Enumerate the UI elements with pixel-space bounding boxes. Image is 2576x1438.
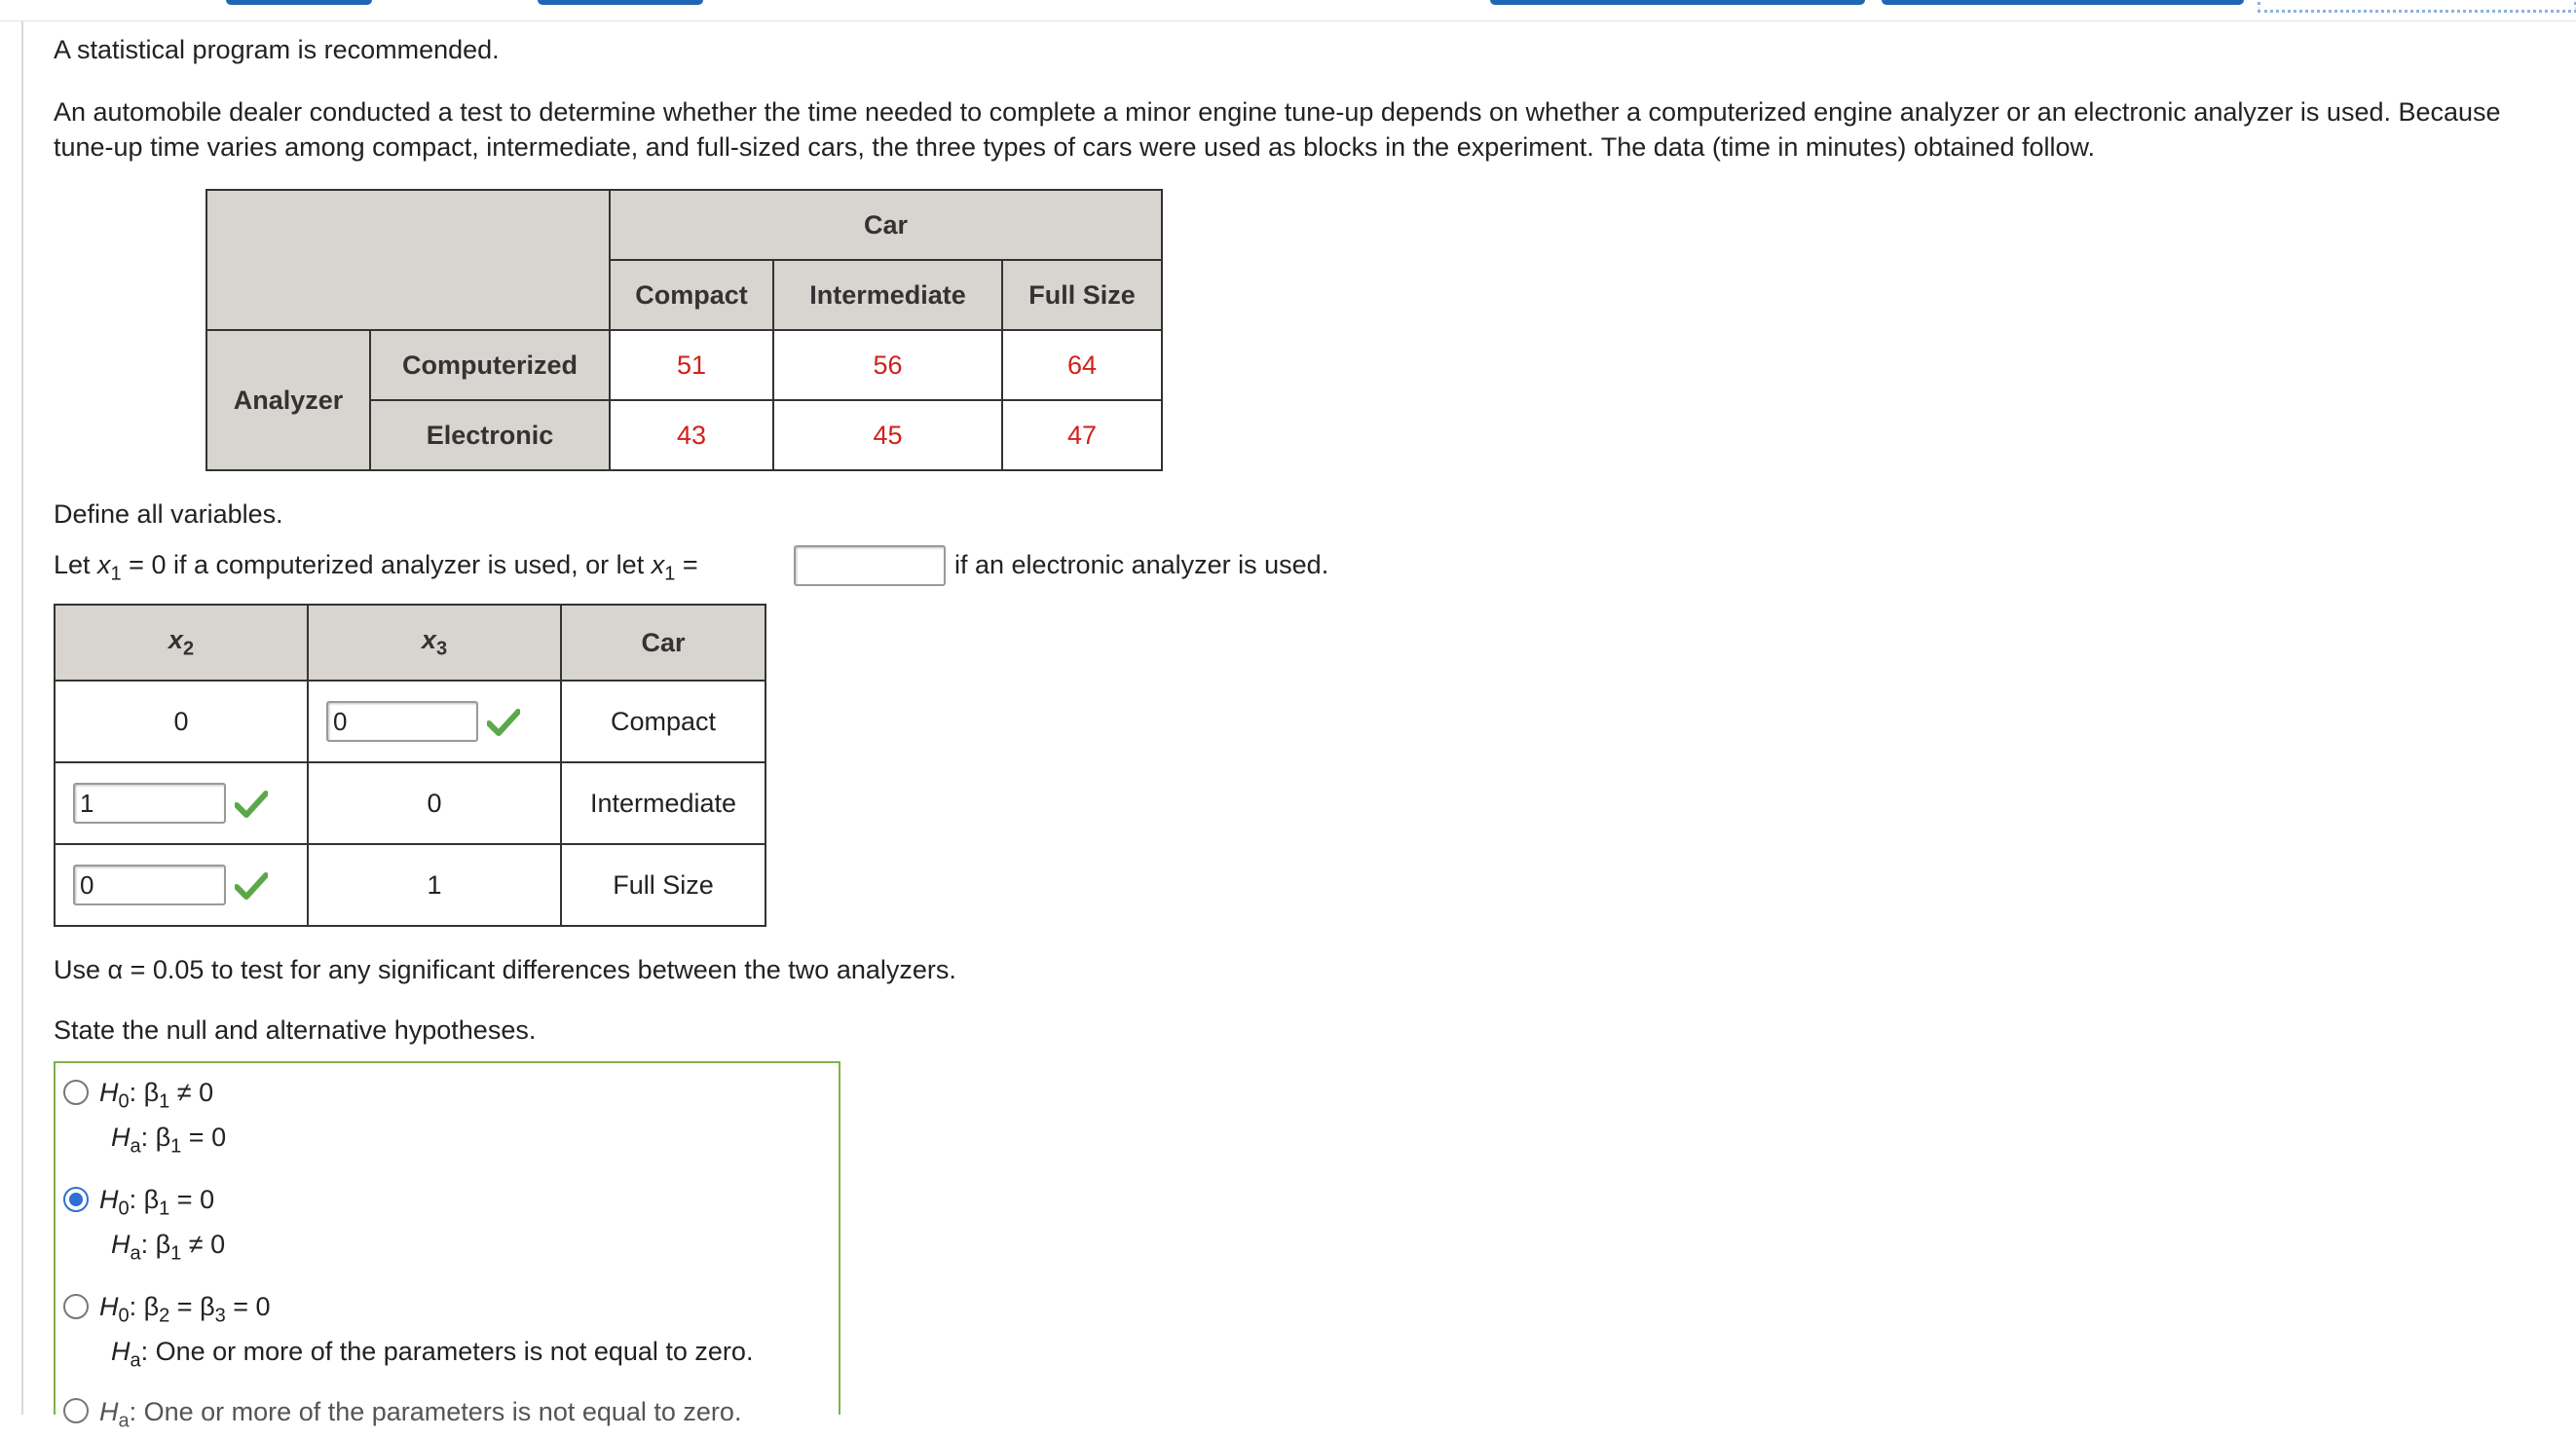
option-1-radio[interactable] bbox=[63, 1080, 89, 1105]
value-cell: 47 bbox=[1002, 400, 1162, 470]
top-toolbar-divider bbox=[0, 20, 2576, 21]
x3-subscript: 3 bbox=[435, 638, 448, 660]
row-label-computerized: Computerized bbox=[370, 330, 610, 400]
x3-cell: 0 bbox=[308, 762, 561, 844]
x2-variable: x bbox=[168, 624, 183, 654]
option-4-radio[interactable] bbox=[63, 1398, 89, 1423]
intro-text: A statistical program is recommended. bbox=[54, 35, 500, 64]
check-icon bbox=[487, 708, 520, 737]
value-cell: 56 bbox=[773, 330, 1002, 400]
value-cell: 51 bbox=[610, 330, 773, 400]
x2-subscript: 2 bbox=[182, 638, 195, 660]
ha-rest: = 0 bbox=[181, 1123, 227, 1152]
toolbar-button-4[interactable] bbox=[1882, 0, 2244, 5]
hypothesis-choices bbox=[54, 1061, 840, 1432]
value-cell: 45 bbox=[773, 400, 1002, 470]
let-middle: = 0 if a computerized analyzer is used, or let bbox=[121, 550, 652, 579]
problem-paragraph: An automobile dealer conducted a test to determine whether the time needed to complete a minor engine tune-up depends on whether a computerized engine analyzer or an electronic analyzer is used. Because tune-up time varies among compact, intermediate, and full-sized cars, the three types of cars were used as blocks in the experiment. The data (time in minutes) obtained follow. bbox=[54, 97, 2501, 162]
option-3-ha[interactable]: $H_a$: One or more of the parameters is not equal to zero. bbox=[111, 1337, 754, 1372]
x2-full-size-input[interactable]: 0 bbox=[73, 865, 226, 905]
h0-rest: = 0 bbox=[225, 1292, 271, 1321]
content-left-border bbox=[21, 21, 23, 1415]
car-header: Car bbox=[561, 605, 765, 681]
option-2-radio[interactable] bbox=[63, 1187, 89, 1212]
h0-rest: ≠ 0 bbox=[169, 1078, 214, 1107]
ha-text: : β bbox=[140, 1230, 171, 1259]
define-variables-text: Define all variables. bbox=[54, 499, 283, 529]
option-4-text[interactable]: $H_a$: One or more of the parameters is not equal to zero. bbox=[99, 1397, 742, 1432]
ha-text: : β bbox=[140, 1123, 171, 1152]
x3-variable: x bbox=[421, 624, 436, 654]
state-hypotheses-text: State the null and alternative hypotheses. bbox=[54, 1015, 537, 1045]
beta-subscript: 1 bbox=[159, 1198, 170, 1220]
x2-intermediate-input[interactable]: 1 bbox=[73, 783, 226, 824]
column-header-full-size: Full Size bbox=[1002, 260, 1162, 330]
row-label-electronic: Electronic bbox=[370, 400, 610, 470]
value-cell: 43 bbox=[610, 400, 773, 470]
car-cell: Full Size bbox=[561, 844, 765, 926]
ha-rest: ≠ 0 bbox=[181, 1230, 226, 1259]
option-3-h0[interactable]: $H_0$: $\beta_2 = \beta_3 = 0$ bbox=[99, 1292, 271, 1327]
toolbar-button-1[interactable] bbox=[226, 0, 372, 5]
beta-subscript: 1 bbox=[159, 1090, 170, 1113]
beta-subscript: 1 bbox=[170, 1242, 182, 1265]
option-2-h0[interactable]: $H_0$: $\beta_1 = 0$ bbox=[99, 1185, 215, 1220]
x2-header bbox=[55, 605, 308, 681]
alpha-instruction: Use α = 0.05 to test for any significant differences between the two analyzers. bbox=[54, 955, 956, 984]
focus-outline bbox=[2258, 2, 2576, 13]
h0-text: : β bbox=[129, 1078, 160, 1107]
h0-text: : β bbox=[129, 1185, 160, 1214]
toolbar-button-2[interactable] bbox=[538, 0, 703, 5]
data-table bbox=[205, 189, 1163, 471]
option-1-h0[interactable]: $H_0$: $\beta_1 \ne 0$ bbox=[99, 1078, 214, 1113]
option-1-ha[interactable]: $H_a$: $\beta_1 = 0$ bbox=[111, 1123, 227, 1158]
x3-compact-input[interactable]: 0 bbox=[326, 701, 478, 742]
empty-corner-cell bbox=[206, 190, 610, 330]
analyzer-row-header: Analyzer bbox=[206, 330, 370, 470]
let-x1-line bbox=[54, 547, 698, 591]
x3-cell: 1 bbox=[308, 844, 561, 926]
beta-subscript: 2 bbox=[159, 1305, 170, 1327]
check-icon bbox=[235, 790, 268, 819]
ha-text: : One or more of the parameters is not equal to zero. bbox=[140, 1337, 754, 1366]
car-cell: Intermediate bbox=[561, 762, 765, 844]
let-prefix: Let bbox=[54, 550, 98, 579]
value-cell: 64 bbox=[1002, 330, 1162, 400]
x1-variable: x bbox=[651, 550, 665, 579]
option-2-ha[interactable]: $H_a$: $\beta_1 \ne 0$ bbox=[111, 1230, 226, 1265]
check-icon bbox=[235, 871, 268, 901]
x1-variable: x bbox=[97, 550, 111, 579]
h0-text: : β bbox=[129, 1292, 160, 1321]
car-header: Car bbox=[610, 190, 1162, 260]
column-header-compact: Compact bbox=[610, 260, 773, 330]
toolbar-button-3[interactable] bbox=[1490, 0, 1865, 5]
x1-electronic-input[interactable] bbox=[794, 545, 946, 586]
beta-subscript: 3 bbox=[214, 1305, 226, 1327]
x2-cell: 0 bbox=[55, 681, 308, 762]
x1-subscript: 1 bbox=[664, 563, 676, 585]
x3-header bbox=[308, 605, 561, 681]
h0-rest: = 0 bbox=[169, 1185, 215, 1214]
column-header-intermediate: Intermediate bbox=[773, 260, 1002, 330]
beta-subscript: 1 bbox=[170, 1135, 182, 1158]
h0-mid: = β bbox=[169, 1292, 215, 1321]
option-3-radio[interactable] bbox=[63, 1294, 89, 1319]
car-cell: Compact bbox=[561, 681, 765, 762]
ha-text: : One or more of the parameters is not equal to zero. bbox=[129, 1397, 742, 1426]
let-suffix: if an electronic analyzer is used. bbox=[954, 550, 1329, 579]
let-equals: = bbox=[675, 550, 698, 579]
x1-subscript: 1 bbox=[110, 563, 122, 585]
